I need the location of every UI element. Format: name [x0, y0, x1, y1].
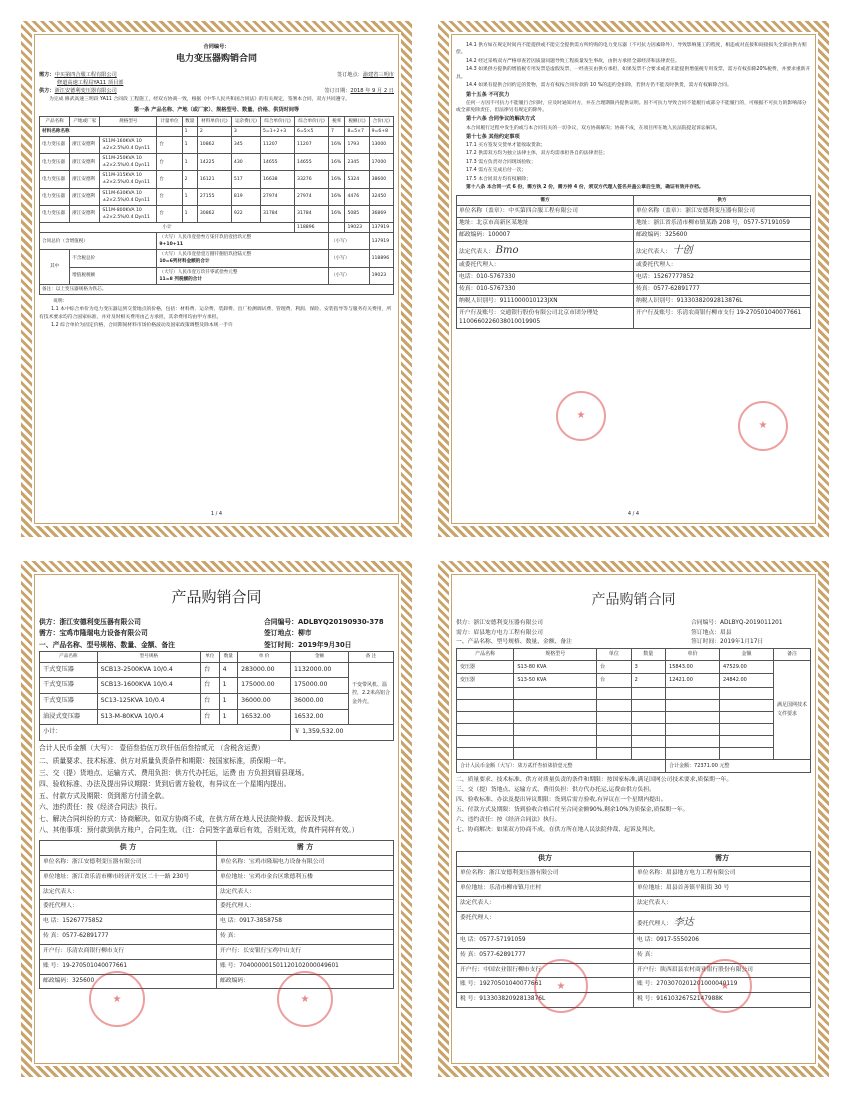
- table-note: 备注：以上变压器规格为铁芯。: [40, 284, 394, 294]
- page-title: 电力变压器购销合同: [175, 54, 257, 65]
- col-header: 计量单位: [157, 116, 182, 126]
- col-header: 产品名称: [40, 116, 70, 126]
- party-head-buyer: 需方: [457, 195, 634, 205]
- seller-name: 浙江安德利变压器有限公司: [473, 619, 543, 626]
- article-17-heading: 第十七条 其他约定事项: [466, 133, 520, 140]
- col-header: 合价(元): [369, 116, 393, 126]
- clause-17-3: 17.3 需方负责对合同现场验收；: [466, 159, 536, 165]
- table-row: 干式变压器 SCB13-2500KVA 10/0.4 台 4 283000.00 1132000.00 干变带风机、温控，2.2米高铝合金外壳。: [40, 662, 394, 678]
- company-seal: [738, 401, 788, 451]
- table-row: 电力变压器 浙江安德利 S11M-315KVA 10 ±2×2.5%/0.4 Dyn11 台 2 16121 517 16638 33276 16% 5324 38600: [40, 171, 394, 188]
- col-header: 金额: [719, 649, 773, 661]
- intro-text: 为完成 修武高速三明段 YA11 合同段 工程施工，经双方协商一致，根据《中华人民共和国合同法》的有关规定，签署本合同，双方共同遵守。: [49, 97, 351, 103]
- term-5: 五、付款方式及期限：货到验收合格后付至合同金额90%,剩余10%为质保金,质保期一年。: [456, 806, 689, 813]
- col-header: 数量: [182, 116, 197, 126]
- company-seal: [556, 391, 606, 441]
- col-header: 产品名称: [457, 649, 514, 661]
- remark-cell: 干变带风机、温控，2.2米高铝合金外壳。: [349, 662, 394, 724]
- buyer-name: 宝鸡市隆瑞电力设备有限公司: [59, 629, 148, 638]
- term-7: 七、协商解决：如果双方协商不成，在供方所在地人民法院仲裁、起诉及判决。: [456, 826, 659, 833]
- sign-place: 眉县: [720, 629, 732, 636]
- sign-time: 2019年1月17日: [720, 639, 764, 646]
- total-row: 其中 不含税总价 （大写）人民币壹拾壹万捌仟捌佰玖拾陆元整 10=6列材料金额的合计 （小写） 118896: [40, 250, 394, 267]
- subtotal-row: 小计 118896 19023 137919: [40, 222, 394, 232]
- company-seal: [89, 971, 145, 1027]
- party-table: 供 方 需 方 单位名称：浙江安德利变压器有限公司 单位名称：宝鸡市隆瑞电力设备有限公司 单位地址：浙江省乐清市柳市经济开发区二十一路 230号 单位地址：宝鸡市金台区歌德利五楼 法定代表人： 法定代表人： 委托代理人： 委托代理人： 电 话：15267775852 电 话：0917-3858758 传 真：0577-62891777 传 真： 开户行：乐清农商银行柳市支行 开户行：长安银行宝鸡中山支行 账 号：19-270501040077661 账 号：704000001501120102000049601 邮政编码：325600 邮政编码：: [39, 840, 394, 989]
- signature: Bmo: [495, 244, 519, 256]
- sign-place: 柳市: [297, 629, 312, 638]
- col-header: 备注: [774, 649, 811, 661]
- sign-time: 2019年9月30日: [297, 640, 352, 649]
- buyer-name: 中买第四合服工程有限公司: [54, 72, 117, 78]
- col-header: 单位: [597, 649, 631, 661]
- col-header: 产品名称: [40, 652, 98, 663]
- col-header: 规格型号: [514, 649, 597, 661]
- clause-14-2: 14.2 经过采购双方严格审查若因质量问题导致工程质量发生事故，由供方承担全部经济和法律责任。: [466, 58, 680, 64]
- term-3: 三、交（提）货地点、运输方式、费用负担：供方代办托运,运费由供方负担。: [456, 787, 655, 794]
- company-seal: [534, 959, 588, 1013]
- term-6: 六、违约责任：按《经济合同法》执行。: [456, 816, 561, 823]
- table-row: 电力变压器 浙江安德利 S11M-630KVA 10 ±2×2.5%/0.4 Dyn11 台 1 27155 819 27974 27974 16% 4476 32450: [40, 188, 394, 205]
- product-table: [39, 651, 394, 740]
- section-1-heading: 一、产品名称、型号规格、数量、金额、备注: [39, 640, 175, 649]
- contract-no-label: 合同编号：: [203, 44, 230, 50]
- party-table: 需方 供方 单位名称（盖章）：中买第四合服工程有限公司 单位名称（盖章）：浙江安德利变压器有限公司 地址：北京市高新区某地址 地址：浙江省乐清市柳市镇某路 208 号，0577-57191059 邮政编码：100007 邮政编码：325600 法定代表人： Bmo 法定代表人： 十创 或委托代理人： 或委托代理人： 电话：010-5767330 电话：15267777852 传真：010-5767330 传真：0577-62891777 纳税人识别号：9111000010123JXN 纳税人识别号：91330382092813876L 开户行及账号：交通银行股份有限公司北京市团分理处 1100660226038010019905 开户行及账号：乐清农商银行柳市支行 19-270501040077661: [456, 195, 811, 329]
- contract-page-sample-b: 产品购销合同 供方：浙江安德利变压器有限公司 合同编号：ADLBYQ-2019011201 需方：眉县地方电力工程有限公司 签订地点：眉县 一、产品名称、型号规格、数量、金额、备注 签订时间：2019年1月17日 产品名称 规格型号 单位 数量 单价 金额 备注 变压器 S13-80 KVA 台 3 15843.00 47529.00 满足国网技术文件要求 变压器 S13-50 KVA 台 2 12421.00 24842.00 合计人民币金额（大写）：柒万贰仟叁佰柒拾壹元整 合计金额：72371.00 元整 二、质量要求、技术标准、供方对质量负责的条件和期限：按国家标准,满足国网公司技术要求,质保期一年。 三、交（提）货地点、运输方式、费用负担：供方代办托运,运费由供方负担。 四、验收标准、办法及提出异议期限：货到后需方验收,有异议在一个星期内提出。 五、付款方式及期限：货到验收合格后付至合同金额90%,剩余10%为质保金,质保期一年。 六、违约责任：按《经济合同法》执行。 七、协商解决：如果双方协商不成，在供方所在地人民法院仲裁、起诉及判决。 供方 需方 单位名称：浙江安德利变压器有限公司 单位名称：眉县地方电力工程有限公司 单位地址：乐清市柳市镇月庄村 单位地址：眉县首善镇平阳街 30 号 法定代表人： 法定代表人： 委托代理人： 委托代理人： 李达 电 话：0577-57191059 电 话：0917-5550206 传 真：0577-62891777 传 真： 开户行：中国农业银行柳市支行 开户行：陕西眉县农村商业银行股份有限公司 账 号：19270501040077661 账 号：2703070201201000040119 税 号：91330382092813876L 税 号：91610326752147988K ★ ★: [432, 555, 835, 1083]
- table-row: 电力变压器 浙江安德利 S11M-250KVA 10 ±2×2.5%/0.4 Dyn11 台 1 14225 430 14655 14655 16% 2345 17000: [40, 154, 394, 171]
- col-header: 综合单价(元): [295, 116, 329, 126]
- party-head-seller: 供方: [634, 195, 811, 205]
- col-header: 备 注: [349, 652, 394, 663]
- party-head-buyer: 需方: [634, 852, 811, 867]
- section-1-heading: 一、产品名称、型号规格、数量、金额、备注: [456, 639, 572, 646]
- term-8: 八、其他事项：预付款到供方账户，合同生效。（注：合同签字盖章后有效，否则无效，传真件同样有效。）: [39, 826, 359, 835]
- total-row: 合计人民币金额（大写）：柒万贰仟叁佰柒拾壹元整 合计金额：72371.00 元整: [457, 759, 811, 773]
- article-18-text: 第十八条 本合同一式 6 份，需方执 2 份，需方持 4 份，须双方代理人签名并盖公章后生效，确证有效并存档。: [466, 185, 704, 191]
- table-row: 变压器 S13-50 KVA 台 2 12421.00 24842.00: [457, 674, 811, 688]
- remark-cell: 满足国网技术文件要求: [774, 660, 811, 759]
- clause-17-2: 17.2 供需双方均为独立法律主体，双方均需承担各自的法律责任；: [466, 151, 608, 157]
- product-table: [456, 648, 811, 773]
- page-title: 产品购销合同: [171, 588, 262, 606]
- signature: 十创: [672, 244, 693, 256]
- col-header: 数量: [631, 649, 665, 661]
- sign-place: 渝建省三明市: [362, 72, 394, 78]
- clause-17-5: 17.5 本合同双方均有权解除；: [466, 176, 531, 182]
- subtotal-row: 小计： ￥ 1,359,532.00: [40, 725, 394, 741]
- term-3: 三、交（提）货地点、运输方式、费用负担：供方代办托运，运费 由 方负担到眉县现场。: [39, 768, 309, 777]
- table-row: 干式变压器 SC13-125KVA 10/0.4 台 1 36000.00 36000.00: [40, 694, 394, 710]
- article-15-heading: 第十五条 不可抗力: [466, 91, 510, 98]
- term-2: 二、质量要求、技术标准、供方对质量负责的条件和期限：按国家标准,满足国网公司技术要求,质保期一年。: [456, 777, 733, 784]
- buyer-name-2: 修道高速工程局YA11 项目部: [57, 80, 124, 87]
- term-6: 六、违约责任：按《经济合同法》执行。: [39, 803, 162, 812]
- col-header: 综合单价(元): [260, 116, 294, 126]
- col-header: 单价: [666, 649, 720, 661]
- party-head-buyer: 需 方: [217, 840, 394, 855]
- explain-1: 1.1 本中综合单价为电力变压器运到交货地点的价格，包括：材料费、运杂费、装卸费、出厂检测调试费、管理费、利润、保险、安装指导等与服务有关费用，所有技术要求均符合国家标准，并对及时相关费用由乙方承担，其余费用均由甲方承担。: [39, 307, 392, 320]
- company-seal: [698, 959, 752, 1013]
- contract-number: ADLBYQ-2019011201: [720, 619, 783, 626]
- sign-date: 2018 年 9 月 2 日: [350, 88, 394, 95]
- term-4: 四、验收标准、办法及提出异议期限：货到后需方验收,有异议在一个星期内提出。: [456, 797, 667, 804]
- col-header: 单位: [201, 652, 220, 663]
- table-row: 电力变压器 浙江安德利 S11M-160KVA 10 ±2×2.5%/0.4 Dyn11 台 1 10862 345 11207 11207 16% 1793 13000: [40, 136, 394, 153]
- party-head-seller: 供方: [457, 852, 634, 867]
- contract-page-sample-a: 产品购销合同 供方：浙江安德利变压器有限公司 合同编号：ADLBYQ20190930-378 需方：宝鸡市隆瑞电力设备有限公司 签订地点：柳市 一、产品名称、型号规格、数量、金额、备注 签订时间：2019年9月30日 产品名称 型号规格 单位 数量 单 价 金额 备 注 干式变压器 SCB13-2500KVA 10/0.4 台 4 283000.00 1132000.00 干变带风机、温控，2.2米高铝合金外壳。 干式变压器 SCB13-1600KVA 10/0.4 台 1 175000.00 175000.00 干式变压器 SC13-125KVA 10/0.4 台 1 36000.00 36000.00 油浸式变压器 S13-M-80KVA 10/0.4 台 1 16532.00 16532.00 小计： ￥ 1,359,532.00 合计人民币金额（大写）： 壹佰叁拾伍万玖仟伍佰叁拾贰元 （含税含运费） 二、质量要求、技术标准、供方对质量负责条件和期限：按国家标准，质保期一年。 三、交（提）货地点、运输方式、费用负担：供方代办托运，运费 由 方负担到眉县现场。 四、验收标准、办法及提出异议期限：货到后需方验收，有异议在一个星期内提出。 五、付款方式及期限：货到需方付清全款。 六、违约责任：按《经济合同法》执行。 七、解决合同纠纷的方式：协商解决。如双方协商不成，在供方所在地人民法院仲裁、起诉及判决。 八、其他事项：预付款到供方账户，合同生效。（注：合同签字盖章后有效，否则无效，传真件同样有效。） 供 方 需 方 单位名称：浙江安德利变压器有限公司 单位名称：宝鸡市隆瑞电力设备有限公司 单位地址：浙江省乐清市柳市经济开发区二十一路 230号 单位地址：宝鸡市金台区歌德利五楼 法定代表人： 法定代表人： 委托代理人： 委托代理人： 电 话：15267775852 电 话：0917-3858758 传 真：0577-62891777 传 真： 开户行：乐清农商银行柳市支行 开户行：长安银行宝鸡中山支行 账 号：19-270501040077661 账 号：704000001501120102000049601 邮政编码：325600 邮政编码： ★ ★: [15, 555, 418, 1083]
- col-header: 规格型号: [100, 116, 157, 126]
- company-seal: [277, 971, 333, 1027]
- col-header: 型号规格: [97, 652, 200, 663]
- table-row: 油浸式变压器 S13-M-80KVA 10/0.4 台 1 16532.00 16532.00: [40, 709, 394, 725]
- col-header: 产地或厂家: [70, 116, 100, 126]
- product-table: 产品名称 产地或厂家 规格型号 计量单位 数量 材料单价(元) 运杂费(元) 综合单价(元) 综合单价(元) 税率 税额(元) 合价(元) 材料名称名称 1 2 3 5=1+2+3 6=5×5 7 8=5×7 9=6+8 电力变压器 浙江安德利 S11M-160KVA 10 ±2×2.5%/0.4 Dyn11 台 1 10862 345 11207 11207 16% 1793 13000 电力变压器 浙江安德利 S11M-250KVA 10 ±2×2.5%/0.4 Dyn11 台 1 14225 430 14655 14655 16% 2345 17000 电力变压器 浙江安德利 S11M-315KVA 10 ±2×2.5%/0.4 Dyn11 台 2 16121 517 16638 33276 16% 5324 38600 电力变压器 浙江安德利 S11M-630KVA 10 ±2×2.5%/0.4 Dyn11 台 1 27155 819 27974 27974 16% 4476 32450 电力变压器 浙江安德利 S11M-800KVA 10 ±2×2.5%/0.4 Dyn11 台 1 30862 922 31784 31784 16% 5085 36869 小计 118896 19023 137919 合同总价（含增值税） （大写）人民币壹拾叁万柒仟玖佰壹拾玖元整 9+10+11 （小写） 137919 其中 不含税总价 （大写）人民币壹拾壹万捌仟捌佰玖拾陆元整 10=6列材料金额的合计 （小写） 118896 增值税税额 （大写）人民币壹万玖仟零贰拾叁元整 11=8 列税额的合计 （小写） 19023 备注：以上变压器规格为铁芯。: [39, 116, 394, 295]
- table-row: 变压器 S13-80 KVA 台 3 15843.00 47529.00 满足国网技术文件要求: [457, 660, 811, 674]
- table-row: 干式变压器 SCB13-1600KVA 10/0.4 台 1 175000.00 175000.00: [40, 678, 394, 694]
- buyer-name: 眉县地方电力工程有限公司: [473, 629, 543, 636]
- party-head-seller: 供 方: [40, 840, 217, 855]
- term-7: 七、解决合同纠纷的方式：协商解决。如双方协商不成，在供方所在地人民法院仲裁、起诉及判决。: [39, 814, 339, 823]
- col-header: 税额(元): [345, 116, 369, 126]
- seller-name: 浙江安德利变压器有限公司: [54, 88, 117, 95]
- article-16-text: 本合同履行过程中发生的或与本合同有关的一切争议，双方协商解决；协商不成，在项目所在地人民法院提起诉讼解决。: [466, 125, 721, 131]
- term-5: 五、付款方式及期限：货到需方付清全款。: [39, 791, 169, 800]
- col-header: 数量: [219, 652, 238, 663]
- col-header: 材料单价(元): [197, 116, 231, 126]
- table-row: 电力变压器 浙江安德利 S11M-800KVA 10 ±2×2.5%/0.4 Dyn11 台 1 30862 922 31784 31784 16% 5085 36869: [40, 205, 394, 222]
- party-table: 供方 需方 单位名称：浙江安德利变压器有限公司 单位名称：眉县地方电力工程有限公司 单位地址：乐清市柳市镇月庄村 单位地址：眉县首善镇平阳街 30 号 法定代表人： 法定代表人： 委托代理人： 委托代理人： 李达 电 话：0577-57191059 电 话：0917-5550206 传 真：0577-62891777 传 真： 开户行：中国农业银行柳市支行 开户行：陕西眉县农村商业银行股份有限公司 账 号：19270501040077661 账 号：2703070201201000040119 税 号：91330382092813876L 税 号：91610326752147988K: [456, 851, 811, 1008]
- signature: 李达: [673, 916, 694, 928]
- article-16-heading: 第十六条 合同争议的解决方式: [466, 116, 536, 123]
- clause-14-4: 14.4 如果有提供合同约定的货物，需方有权按合同价款的 10 %的违约金扣除，若供方仍不能及时供货，需方有权解除合同。: [466, 83, 732, 89]
- clause-17-1: 17.1 买方签发交货单才能收取货款；: [466, 142, 546, 148]
- total-amount-words: 合计人民币金额（大写）： 壹佰叁拾伍万玖仟伍佰叁拾贰元 （含税含运费）: [39, 743, 265, 752]
- contract-number: ADLBYQ20190930-378: [297, 617, 384, 626]
- contract-page-4: [432, 15, 835, 543]
- term-2: 二、质量要求、技术标准、供方对质量负责条件和期限：按国家标准，质保期一年。: [39, 757, 291, 766]
- page-number: 4 / 4: [627, 511, 640, 517]
- contract-page-1: 合同编号： 电力变压器购销合同 需方：中买第四合服工程有限公司 签订地点：渝建省三明市 修道高速工程局YA11 项目部 供方：浙江安德利变压器有限公司 签订日期：2018 年 9 月 2 日 为完成 修武高速三明段 YA11 合同段 工程施工，经双方协商一致，根据《中华人民共和国合同法》的有关规定，签署本合同，双方共同遵守。 第一条 产品名称、产地（或厂家）、规格型号、数量、价格、供货时间等 产品名称 产地或厂家 规格型号 计量单位 数量 材料单价(元) 运杂费(元) 综合单价(元) 综合单价(元) 税率 税额(元) 合价(元) 材料名称名称 1 2 3 5=1+2+3 6=5×5 7 8=5×7 9=6+8 电力变压器 浙江安德利 S11M-160KVA 10 ±2×2.5%/0.4 Dyn11 台 1 10862 345 11207 11207 16% 1793 13000 电力变压器 浙江安德利 S11M-250KVA 10 ±2×2.5%/0.4 Dyn11 台 1 14225 430 14655 14655 16% 2345 17000 电力变压器 浙江安德利 S11M-315KVA 10 ±2×2.5%/0.4 Dyn11 台 2 16121 517 16638 33276 16% 5324 38600 电力变压器 浙江安德利 S11M-630KVA 10 ±2×2.5%/0.4 Dyn11 台 1 27155 819 27974 27974 16% 4476 32450 电力变压器 浙江安德利 S11M-800KVA 10 ±2×2.5%/0.4 Dyn11 台 1 30862 922 31784 31784 16% 5085 36869 小计 118896 19023 137919 合同总价（含增值税） （大写）人民币壹拾叁万柒仟玖佰壹拾玖元整 9+10+11 （小写） 137919 其中 不含税总价 （大写）人民币壹拾壹万捌仟捌佰玖拾陆元整 10=6列材料金额的合计 （小写） 118896 增值税税额 （大写）人民币壹万玖仟零贰拾叁元整 11=8 列税额的合计 （小写） 19023 备注：以上变压器规格为铁芯。 说明： 1.1 本中综合单价为电力变压器运到交货地点的价格，包括：材料费、运杂费、装卸费、出厂检测调试费、管理费、利润、保险、安装指导等与服务有关费用，所有技术要求均符合国家标准，并对及时相关费用由乙方承担，其余费用均由甲方承担。 1.2 综合单价为固定价格，合同期间材料市场价格波动及国家政策调整及除本规一手许 1 / 4: [15, 15, 418, 543]
- explain-2: 1.2 综合单价为固定价格，合同期间材料市场价格波动及国家政策调整及除本规一手许: [51, 323, 233, 329]
- term-4: 四、验收标准、办法及提出异议期限：货到后需方验收，有异议在一个星期内提出。: [39, 780, 291, 789]
- page-title: 产品购销合同: [591, 592, 676, 608]
- page-number: 1 / 4: [210, 511, 223, 517]
- explain-title: 说明：: [53, 298, 68, 304]
- clause-14-3: 14.3 如果供方提供的增值税专用发票是虚假发票，一经查实由供方承担，如果发票不合要求或者未能提供增值税专用发票，需方有权扣除20%税费，并要求重新开具。: [456, 67, 811, 80]
- col-header: 单 价: [238, 652, 291, 663]
- total-row: 合同总价（含增值税） （大写）人民币壹拾叁万柒仟玖佰壹拾玖元整 9+10+11 （小写） 137919: [40, 233, 394, 250]
- clause-14-1: 14.1 供方如在规定时间内不能提供或不能完全提供需方所约购的电力变压器（不可抗力因素除外），导致影响施工的程度，相违或对直接和间接损失全部由供方赔偿。: [456, 43, 807, 56]
- clause-17-4: 17.4 需方在完成后付一次；: [466, 168, 527, 174]
- article-1-heading: 第一条 产品名称、产地（或厂家）、规格型号、数量、价格、供货时间等: [133, 106, 300, 113]
- group-label: 材料名称名称: [40, 126, 157, 136]
- seller-name: 浙江安德利变压器有限公司: [59, 617, 141, 626]
- col-header: 运杂费(元): [231, 116, 260, 126]
- article-15-text: 任何一方因不可抗力不能履行合同时，应及时通知对方，并在合理期限内提供证明。因不可抗力导致合同不能履行或部分不能履行的，可根据不可抗力的影响部分或全部免除责任，但法律另有规定的除外。: [456, 100, 807, 114]
- total-row: 增值税税额 （大写）人民币壹万玖仟零贰拾叁元整 11=8 列税额的合计 （小写） 19023: [40, 267, 394, 284]
- col-header: 金额: [290, 652, 348, 663]
- col-header: 税率: [329, 116, 345, 126]
